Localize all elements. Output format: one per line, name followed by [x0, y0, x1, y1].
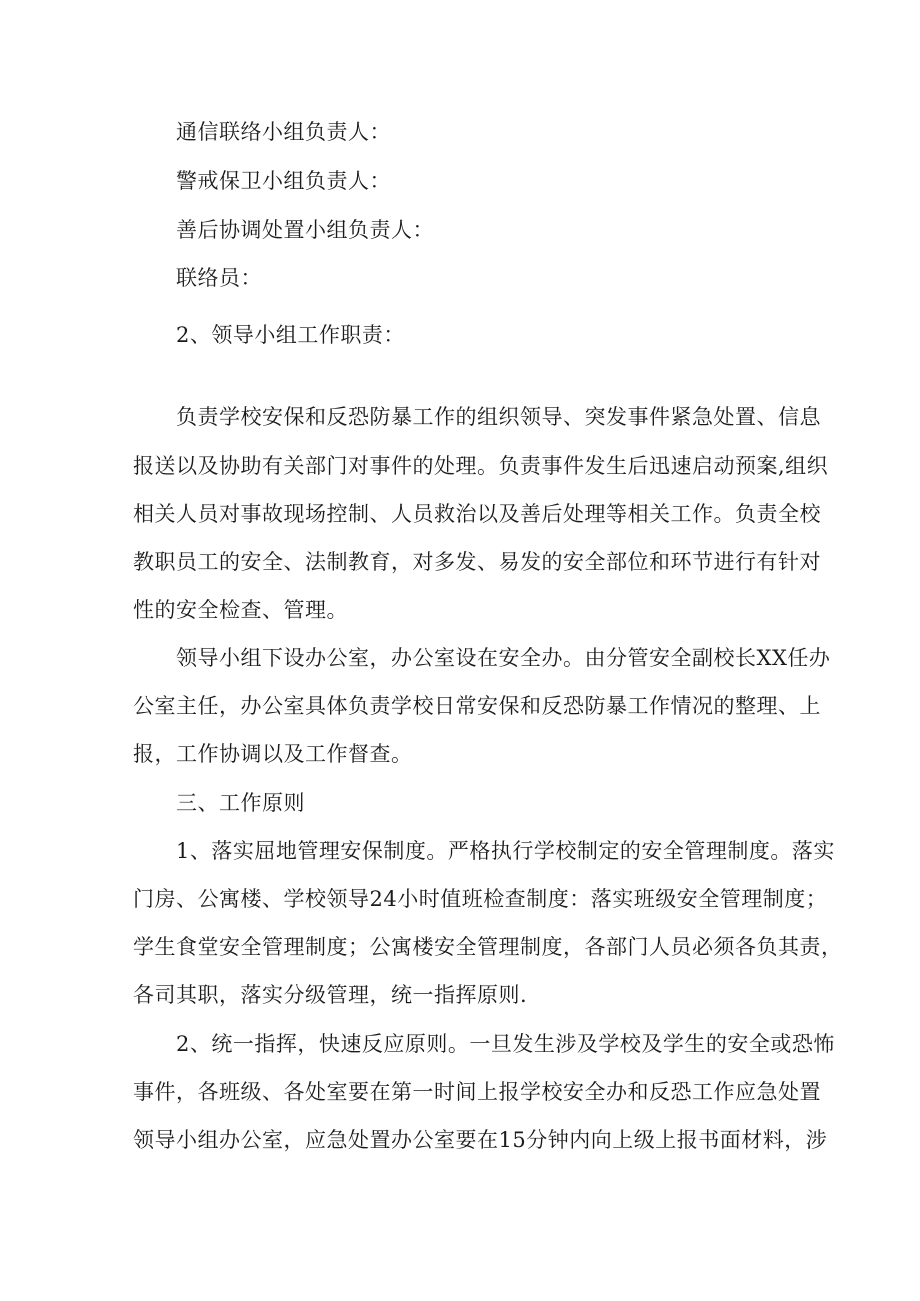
section-heading-duties: 2、领导小组工作职责：	[176, 323, 405, 347]
paragraph-principle1-line-3: 学生食堂安全管理制度；公寓楼安全管理制度，各部门人员必须各负其责，	[133, 935, 843, 959]
paragraph-office-line-2: 公室主任，办公室具体负责学校日常安保和反恐防暴工作情况的整理、上	[133, 694, 821, 718]
paragraph-principle2-line-1: 2、统一指挥，快速反应原则。一旦发生涉及学校及学生的安全或恐怖	[176, 1032, 835, 1056]
paragraph-office-line-1: 领导小组下设办公室，办公室设在安全办。由分管安全副校长XX任办	[176, 646, 831, 670]
paragraph-duties-line-1: 负责学校安保和反恐防暴工作的组织领导、突发事件紧急处置、信息	[176, 405, 821, 429]
liaison-line: 联络员：	[176, 266, 262, 290]
paragraph-principle2-line-2: 事件，各班级、各处室要在第一时间上报学校安全办和反恐工作应急处置	[133, 1080, 821, 1104]
paragraph-principle1-line-2: 门房、公寓楼、学校领导24小时值班检查制度：落实班级安全管理制度；	[133, 887, 828, 911]
section-heading-principles: 三、工作原则	[176, 791, 305, 815]
comm-group-leader-line: 通信联络小组负责人：	[176, 120, 391, 144]
paragraph-office-line-3: 报，工作协调以及工作督查。	[133, 742, 413, 766]
aftermath-group-leader-line: 善后协调处置小组负责人：	[176, 218, 434, 242]
paragraph-duties-line-4: 教职员工的安全、法制教育，对多发、易发的安全部位和环节进行有针对	[133, 550, 821, 574]
paragraph-principle2-line-3: 领导小组办公室，应急处置办公室要在15分钟内向上级上报书面材料，涉	[133, 1128, 828, 1152]
paragraph-duties-line-5: 性的安全检查、管理。	[133, 598, 348, 622]
paragraph-duties-line-3: 相关人员对事故现场控制、人员救治以及善后处理等相关工作。负责全校	[133, 502, 821, 526]
paragraph-duties-line-2: 报送以及协助有关部门对事件的处理。负责事件发生后迅速启动预案,组织	[133, 454, 829, 478]
guard-group-leader-line: 警戒保卫小组负责人：	[176, 169, 391, 193]
paragraph-principle1-line-1: 1、落实屈地管理安保制度。严格执行学校制定的安全管理制度。落实	[176, 839, 835, 863]
paragraph-principle1-line-4: 各司其职，落实分级管理，统一指挥原则.	[133, 983, 528, 1007]
